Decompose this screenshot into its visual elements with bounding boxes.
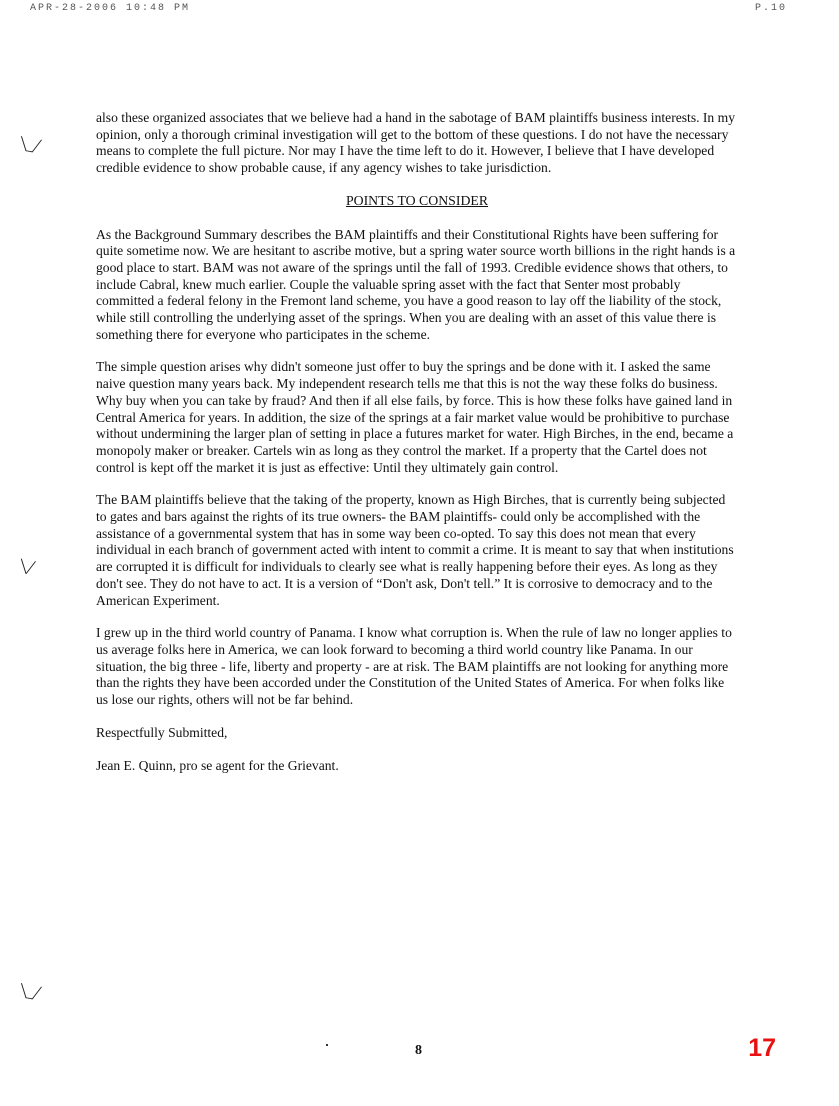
paragraph-panama: I grew up in the third world country of Panama. I know what corruption is. When the rule of law no longer applies to us average folks here in America, we can look forward to becoming a third world country like Panama. In our situation, the big three - life, liberty and property - are at risk. The BAM plaintiffs are not looking for anything more than the rights they have been accorded under the Constitution of the United States of America. For when folks like us lose our rights, others will not be far behind. xyxy=(96,625,732,708)
document-body xyxy=(96,110,738,790)
fax-header xyxy=(0,3,839,17)
fax-header-date: APR-28-2006 10:48 PM xyxy=(30,3,191,14)
closing-line: Respectfully Submitted, xyxy=(96,724,228,740)
section-heading: POINTS TO CONSIDER xyxy=(345,192,489,208)
paragraph-background: As the Background Summary describes the BAM plaintiffs and their Constitutional Rights have been suffering for quite sometime now. We are hesitant to ascribe motive, but a spring water source worth billions in the right hands is a good place to start. BAM was not aware of the springs until the fall of 1993. Credible evidence shows that others, to include Cabral, knew much earlier. Couple the valuable spring asset with the fact that Senter most probably committed a federal felony in the Fremont land scheme, you have a good reason to lay off the liability of the stock, while still controlling the underlying asset of the springs. When you are dealing with an asset of this value there is something there for everyone who participates in the scheme. xyxy=(96,226,736,342)
punch-hole-mark: ╲_╱ xyxy=(18,983,42,1001)
paragraph-high-birches: The BAM plaintiffs believe that the taking of the property, known as High Birches, that is currently being subjected to gates and bars against the rights of its true owners- the BAM plaintiffs- could only be accomplished with the assistance of a governmental system that has in some way been co-opted. To say this does not mean that every individual in each branch of government acted with intent to commit a crime. It is meant to say that when institutions are corrupted it is difficult for individuals to clearly see what is really happening before their eyes. As long as they don't see. They do not have to act. It is a version of “Don't ask, Don't tell.” It is corrosive to democracy and to the American Experiment. xyxy=(96,492,734,608)
paragraph-intro: also these organized associates that we believe had a hand in the sabotage of BAM plaintiffs business interests. In my opinion, only a thorough criminal investigation will get to the bottom of these questions. I do not have the necessary means to complete the full picture. Nor may I have the time left to do it. However, I believe that I have developed credible evidence to show probable cause, if any agency wishes to take jurisdiction. xyxy=(96,110,735,176)
exhibit-stamp-number: 17 xyxy=(748,1034,776,1062)
punch-hole-mark: ╲_╱ xyxy=(18,136,42,154)
punch-hole-mark: ╲╱ xyxy=(18,558,36,576)
page-number: 8 xyxy=(415,1043,422,1058)
speck xyxy=(326,1044,328,1046)
fax-header-page: P.10 xyxy=(754,3,787,14)
signature-line: Jean E. Quinn, pro se agent for the Grievant. xyxy=(96,757,339,773)
paragraph-simple-question: The simple question arises why didn't someone just offer to buy the springs and be done with it. I asked the same naive question many years back. My independent research tells me that this is not the way these folks do business. Why buy when you can take by fraud? And then if all else fails, by force. This is how these folks have gained land in Central America for years. In addition, the size of the springs at a fair market value would be prohibitive to purchase without undermining the larger plan of setting in place a futures market for water. High Birches, in the end, became a monopoly maker or breaker. Cartels win as long as they control the market. If a property that the Cartel does not control is kept off the market it is just as effective: Until they ultimately gain control. xyxy=(96,359,734,475)
